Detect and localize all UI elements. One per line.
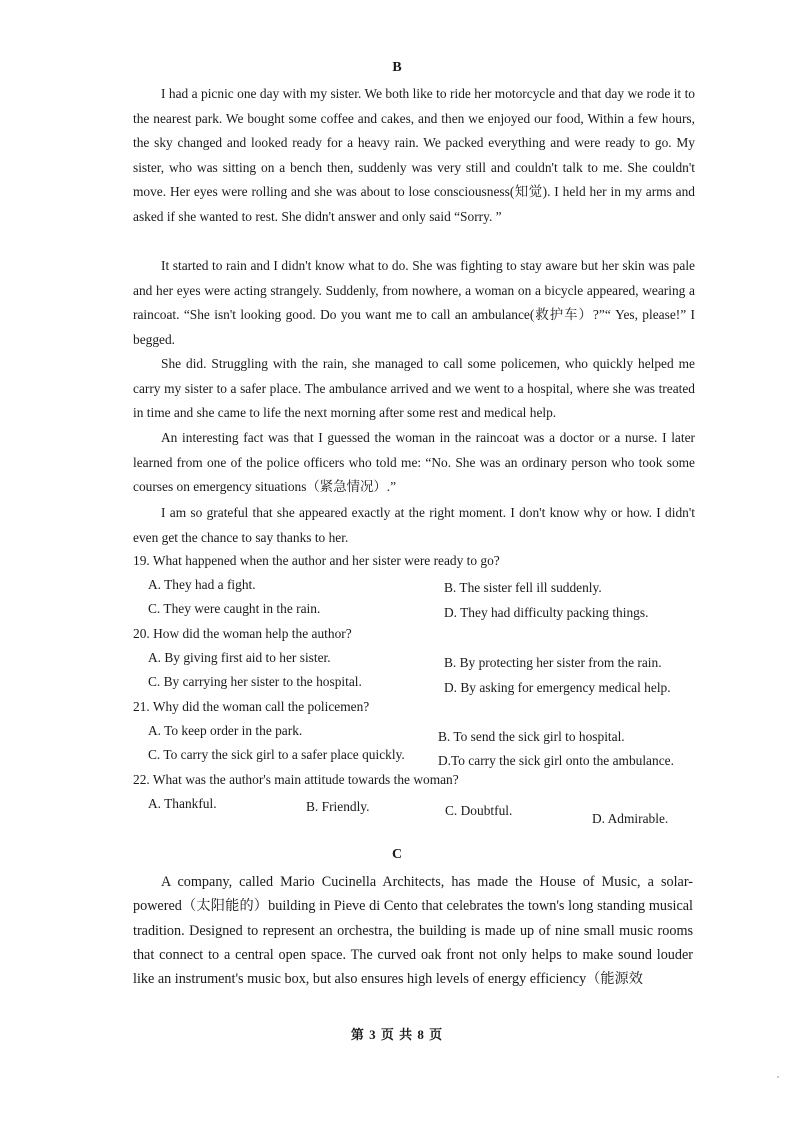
question-22-option-c: C. Doubtful.	[445, 803, 513, 818]
page-number-footer: 第 3 页 共 8 页	[350, 1027, 444, 1042]
question-19-option-d: D. They had difficulty packing things.	[444, 605, 649, 620]
question-19-stem: 19. What happened when the author and her sister were ready to go?	[133, 553, 500, 568]
passage-b-paragraph-2: It started to rain and I didn't know what to do. She was fighting to stay aware but her skin was pale and her eyes were acting strangely. Suddenly, from nowhere, a woman on a bicycle appeared, wearing a raincoat. “She isn't looking good. Do you want me to call an ambulance(救护车）?”“ Yes, please!” I begged.	[133, 258, 695, 347]
question-22-option-d: D. Admirable.	[592, 811, 669, 826]
question-21-option-d: D.To carry the sick girl onto the ambulance.	[438, 753, 674, 768]
question-21-option-c: C. To carry the sick girl to a safer place quickly.	[148, 747, 405, 762]
passage-b-paragraph-3: She did. Struggling with the rain, she managed to call some policemen, who quickly helped me carry my sister to a safer place. The ambulance arrived and we went to a hospital, where she was treated in time and she came to life the next morning after some rest and medical help.	[133, 356, 695, 421]
question-22-option-a: A. Thankful.	[148, 796, 217, 811]
passage-b-paragraph-5: I am so grateful that she appeared exactly at the right moment. I don't know why or how. I didn't even get the chance to say thanks to her.	[133, 505, 695, 545]
question-22-option-b: B. Friendly.	[306, 799, 370, 814]
question-20-option-d: D. By asking for emergency medical help.	[444, 680, 671, 695]
question-20-option-c: C. By carrying her sister to the hospital.	[148, 674, 362, 689]
question-22-stem: 22. What was the author's main attitude towards the woman?	[133, 772, 459, 787]
question-20-stem: 20. How did the woman help the author?	[133, 626, 352, 641]
passage-b-paragraph-4: An interesting fact was that I guessed the woman in the raincoat was a doctor or a nurse. I later learned from one of the police officers who told me: “No. She was an ordinary person who took some courses on emergency situations（紧急情况）.”	[133, 430, 695, 495]
question-20-option-a: A. By giving first aid to her sister.	[148, 650, 331, 665]
question-20-option-b: B. By protecting her sister from the rain.	[444, 655, 662, 670]
passage-b-paragraph-1: I had a picnic one day with my sister. We both like to ride her motorcycle and that day we rode it to the nearest park. We bought some coffee and cakes, and then we enjoyed our food, Within a few hours, the sky changed and looked ready for a heavy rain. We packed everything and were ready to go. My sister, who was sitting on a bench then, suddenly was very still and couldn't talk to me. She couldn't move. Her eyes were rolling and she was about to lose consciousness(知觉). I held her in my arms and asked if she wanted to rest. She didn't answer and only said “Sorry. ”	[133, 86, 695, 224]
question-21-option-a: A. To keep order in the park.	[148, 723, 303, 738]
question-19-option-c: C. They were caught in the rain.	[148, 601, 321, 616]
section-c-title: C	[391, 847, 403, 862]
passage-c-paragraph: A company, called Mario Cucinella Architects, has made the House of Music, a solar-powered（太阳能的）building in Pieve di Cento that celebrates the town's long standing musical tradition. Designed to represent an orchestra, the building is made up of nine small music rooms that connect to a central open space. The curved oak front not only helps to make sound louder like an instrument's music box, but also ensures high levels of energy efficiency（能源效	[133, 874, 693, 988]
section-b-title: B	[392, 60, 402, 75]
question-21-stem: 21. Why did the woman call the policemen?	[133, 699, 370, 714]
question-21-option-b: B. To send the sick girl to hospital.	[438, 729, 625, 744]
question-19-option-a: A. They had a fight.	[148, 577, 256, 592]
scan-speck	[777, 1076, 779, 1078]
question-19-option-b: B. The sister fell ill suddenly.	[444, 580, 602, 595]
